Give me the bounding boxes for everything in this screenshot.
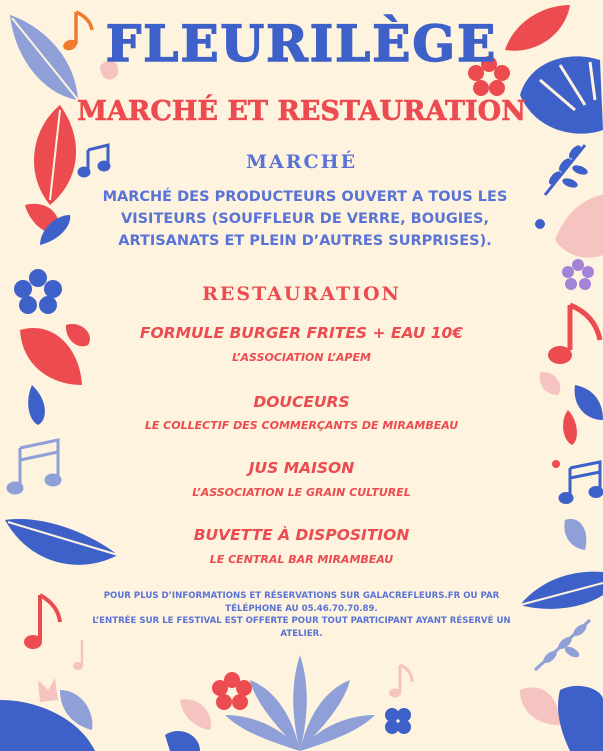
leaf-icon — [555, 195, 603, 258]
item-provider: L’ASSOCIATION L’APEM — [232, 351, 371, 364]
footer-contact: POUR PLUS D’INFORMATIONS ET RÉSERVATIONS SUR GALACREFLEURS.FR OU PAR TÉLÉPHONE AU 05.46.70.70.89. — [103, 591, 500, 614]
leaf-icon — [558, 686, 603, 751]
item-provider: LE CENTRAL BAR MIRAMBEAU — [209, 553, 394, 566]
music-note-icon — [73, 640, 83, 670]
music-note-icon — [24, 595, 60, 649]
market-description: MARCHÉ DES PRODUCTEURS OUVERT A TOUS LES VISITEURS (SOUFFLEUR DE VERRE, BOUGIES, ARTISANATS ET PLEIN D’AUTRES SURPRISES). — [102, 189, 508, 249]
tulip-icon — [38, 678, 58, 702]
leaf-icon — [165, 731, 200, 751]
dot-icon — [535, 219, 545, 229]
leaf-icon — [520, 687, 560, 725]
leaf-icon — [520, 572, 603, 609]
flower-icon — [212, 672, 252, 710]
restauration-heading: RESTAURATION — [202, 283, 401, 305]
item-name: DOUCEURS — [253, 393, 350, 411]
footer-entry-note: L’ENTRÉE SUR LE FESTIVAL EST OFFERTE POUR TOUT PARTICIPANT AYANT RÉSERVÉ UN ATELIER. — [92, 616, 511, 639]
item-name: FORMULE BURGER FRITES + EAU 10€ — [139, 324, 464, 342]
market-heading: MARCHÉ — [245, 151, 358, 173]
footer-info — [90, 590, 513, 640]
item-provider: LE COLLECTIF DES COMMERÇANTS DE MIRAMBEAU — [144, 419, 459, 432]
branch-icon — [535, 620, 590, 670]
poster-title: FLEURILÈGE — [105, 14, 498, 73]
music-note-icon — [389, 665, 412, 698]
petal-icon — [180, 699, 211, 730]
poster-subtitle: MARCHÉ ET RESTAURATION — [77, 96, 526, 127]
item-provider: L’ASSOCIATION LE GRAIN CULTUREL — [192, 486, 411, 499]
clover-icon — [385, 708, 411, 734]
item-name: BUVETTE À DISPOSITION — [193, 526, 410, 544]
item-name: JUS MAISON — [248, 459, 355, 477]
